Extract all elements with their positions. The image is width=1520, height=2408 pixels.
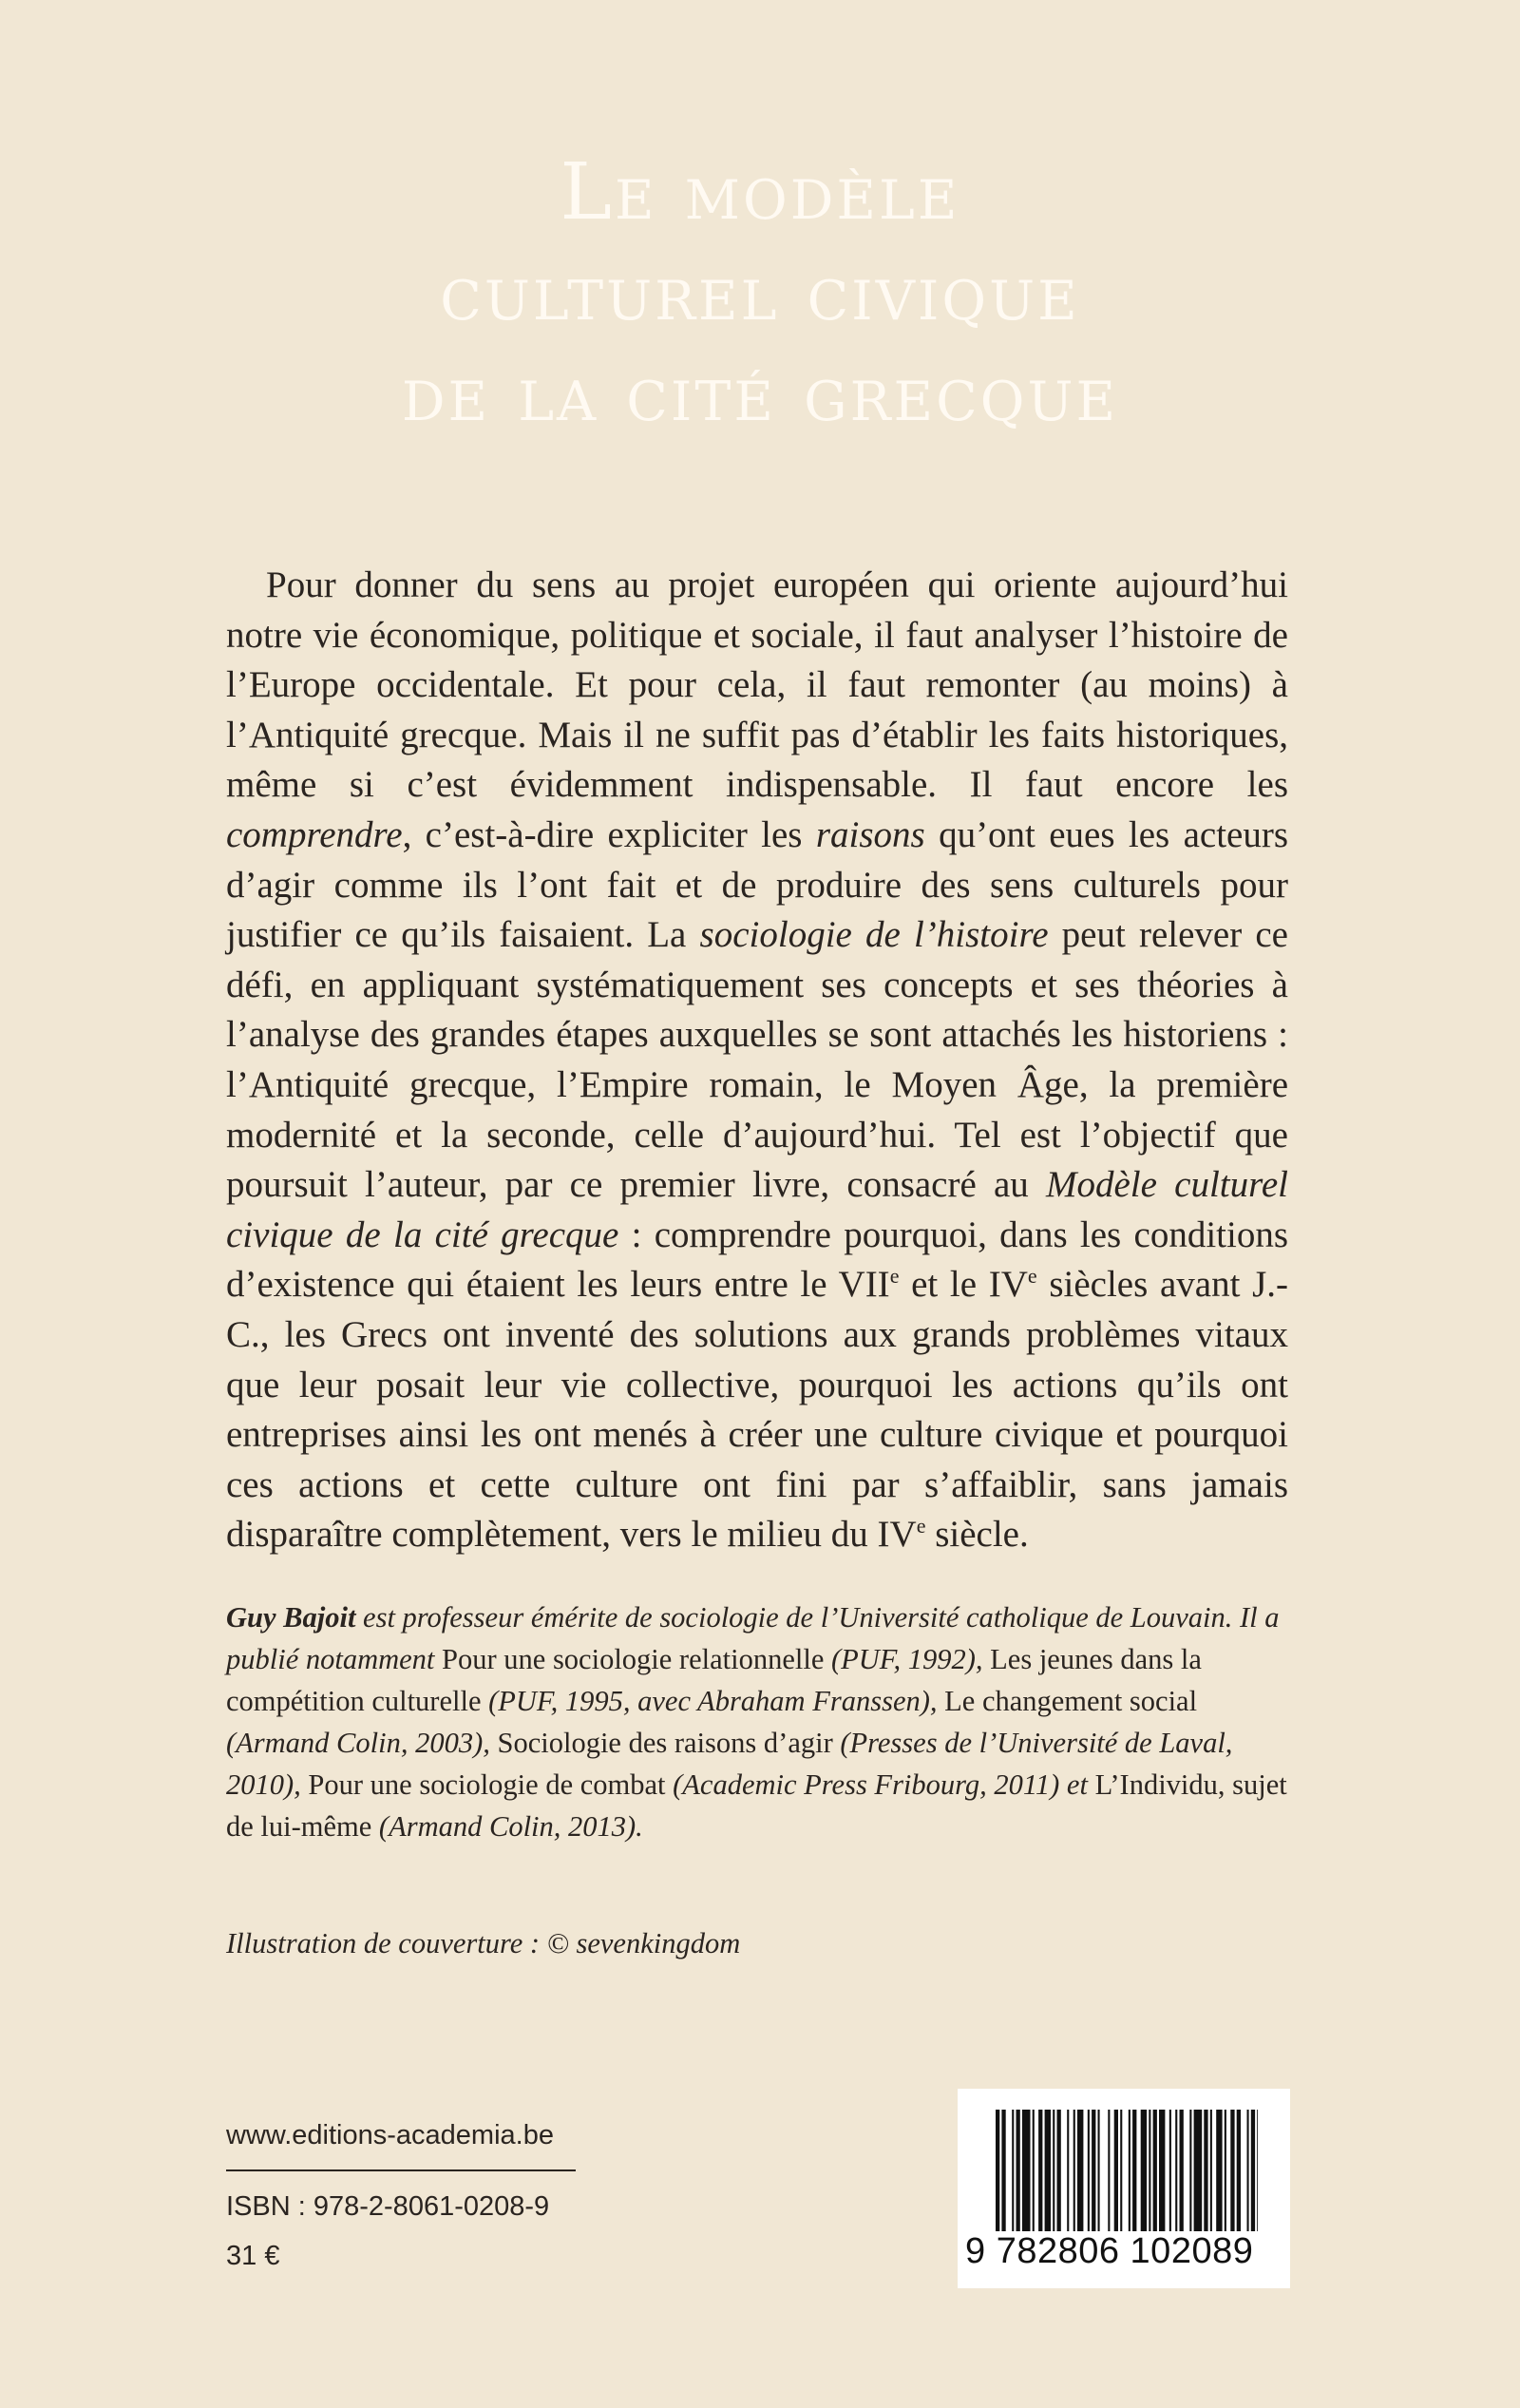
barcode-bar bbox=[1216, 2110, 1222, 2231]
century-superscript: e bbox=[1027, 1264, 1037, 1289]
barcode-bar bbox=[1159, 2110, 1165, 2231]
book-ref: Le changement social bbox=[944, 1685, 1198, 1717]
barcode-bar bbox=[1230, 2110, 1234, 2231]
century-superscript: e bbox=[916, 1514, 926, 1538]
barcode-bar bbox=[1022, 2110, 1031, 2231]
barcode-bar bbox=[996, 2110, 999, 2231]
barcode-bar bbox=[1016, 2110, 1020, 2231]
bio-text: (Armand Colin, 2003), bbox=[226, 1727, 498, 1759]
title-line-1: Le modèle bbox=[560, 147, 960, 238]
barcode-bar bbox=[1210, 2110, 1212, 2231]
barcode-bar bbox=[1169, 2110, 1171, 2231]
barcode-bar bbox=[1153, 2110, 1157, 2231]
barcode-bar bbox=[1033, 2110, 1035, 2231]
barcode bbox=[958, 2089, 1290, 2288]
bio-text: (Presses de l’Université de Laval, 2010), bbox=[226, 1727, 1233, 1801]
barcode-bar bbox=[1225, 2110, 1226, 2231]
bio-text: (PUF, 1995, avec Abraham Franssen), bbox=[481, 1685, 945, 1717]
barcode-bar bbox=[1257, 2110, 1258, 2231]
blurb-text: : comprendre pourquoi, dans les conditions d’existence qui étaient les leurs entre le VII bbox=[226, 1214, 1289, 1306]
author-name: Guy Bajoit bbox=[226, 1601, 356, 1634]
barcode-bar bbox=[1132, 2110, 1136, 2231]
barcode-bar bbox=[1129, 2110, 1130, 2231]
price: 31 € bbox=[226, 2241, 280, 2271]
book-ref: Pour une sociologie de combat bbox=[308, 1768, 666, 1801]
blurb-emphasis: Modèle culturel civique de la cité grecque bbox=[226, 1164, 1288, 1255]
title-line-3: de la cité grecque bbox=[401, 349, 1119, 439]
barcode-bar bbox=[1045, 2110, 1051, 2231]
barcode-bar bbox=[1189, 2110, 1191, 2231]
barcode-bar bbox=[1074, 2110, 1075, 2231]
title-line-2: culturel civique bbox=[440, 248, 1080, 338]
book-title bbox=[0, 143, 1520, 445]
blurb-emphasis: comprendre bbox=[226, 813, 403, 855]
barcode-bar bbox=[1247, 2110, 1249, 2231]
cover-credit: Illustration de couverture : © sevenkingdom bbox=[226, 1927, 741, 1959]
book-ref: L’Individu, sujet de lui-même bbox=[226, 1768, 1287, 1843]
barcode-bar bbox=[1092, 2110, 1095, 2231]
barcode-bar bbox=[1237, 2110, 1241, 2231]
bio-text: (Armand Colin, 2013). bbox=[371, 1810, 643, 1843]
blurb-text: siècles avant J.-C., les Grecs ont inventé des solutions aux grands problèmes vitaux que leur posait leur vie collective, pourquoi les actions qu’ils ont entreprises ainsi les ont menés à créer une culture civique et pourquoi ces actions et cette culture ont fini par s’affaiblir, sans jamais disparaître complètement, vers le milieu du IV bbox=[226, 1264, 1288, 1556]
book-ref: Pour une sociologie relationnelle bbox=[442, 1643, 825, 1675]
barcode-bar bbox=[1180, 2110, 1184, 2231]
barcode-bar bbox=[1053, 2110, 1054, 2231]
bio-text: (Academic Press Fribourg, 2011) et bbox=[665, 1768, 1095, 1801]
barcode-bar bbox=[1108, 2110, 1110, 2231]
blurb-text: , c’est-à-dire expliciter les bbox=[402, 813, 816, 855]
barcode-bar bbox=[1141, 2110, 1147, 2231]
blurb-text: peut relever ce défi, en appliquant systématiquement ses concepts et ses théories à l’analyse des grandes étapes auxquelles se sont attachés les historiens : l’Antiquité grecque, l’Empire romain, le Moyen Âge, la première modernité et la seconde, celle d’aujourd’hui. Tel est l’objectif que poursuit l’auteur, par ce premier livre, consacré au bbox=[226, 914, 1288, 1206]
barcode-bar bbox=[1194, 2110, 1203, 2231]
blurb-text: qu’ont eues les acteurs d’agir comme ils l’ont fait et de produire des sens culturels pour justifier ce qu’ils faisaient. La bbox=[226, 813, 1288, 956]
blurb-text: et le IV bbox=[899, 1264, 1028, 1306]
bio-text: est professeur émérite de sociologie de l’Université catholique de Louvain. Il a publié notamment bbox=[226, 1601, 1280, 1675]
barcode-bar bbox=[1038, 2110, 1042, 2231]
barcode-bar bbox=[1012, 2110, 1014, 2231]
barcode-bar bbox=[1098, 2110, 1100, 2231]
barcode-bar bbox=[1077, 2110, 1083, 2231]
bio-text: (PUF, 1992), bbox=[824, 1643, 991, 1675]
barcode-bar bbox=[1088, 2110, 1090, 2231]
barcode-bars bbox=[996, 2110, 1258, 2231]
author-bio bbox=[226, 1596, 1288, 1847]
blurb-emphasis: sociologie de l’histoire bbox=[699, 914, 1049, 956]
barcode-digits: 9 782806 102089 bbox=[965, 2231, 1254, 2271]
divider bbox=[226, 2169, 576, 2171]
barcode-bar bbox=[1204, 2110, 1207, 2231]
century-superscript: e bbox=[889, 1264, 900, 1289]
book-ref: Sociologie des raisons d’agir bbox=[497, 1727, 833, 1759]
barcode-bar bbox=[1067, 2110, 1069, 2231]
isbn: ISBN : 978-2-8061-0208-9 bbox=[226, 2191, 550, 2222]
blurb-text: Pour donner du sens au projet européen qui oriente aujourd’hui notre vie économique, politique et sociale, il faut analyser l’histoire de l’Europe occidentale. Et pour cela, il faut remonter (au moins) à l’Antiquité grecque. Mais il ne suffit pas d’établir les faits historiques, même si c’est évidemment indispensable. Il faut encore les bbox=[226, 564, 1288, 806]
barcode-bar bbox=[1001, 2110, 1005, 2231]
blurb-text: siècle. bbox=[925, 1514, 1029, 1556]
publisher-website: www.editions-academia.be bbox=[226, 2120, 554, 2150]
barcode-bar bbox=[1149, 2110, 1150, 2231]
blurb-emphasis: raisons bbox=[815, 813, 925, 855]
barcode-bar bbox=[1175, 2110, 1177, 2231]
book-ref: Les jeunes dans la compétition culturelle bbox=[226, 1643, 1202, 1717]
barcode-bar bbox=[1251, 2110, 1255, 2231]
book-blurb bbox=[226, 561, 1288, 1560]
barcode-bar bbox=[1120, 2110, 1122, 2231]
barcode-bar bbox=[1114, 2110, 1118, 2231]
barcode-bar bbox=[1057, 2110, 1061, 2231]
